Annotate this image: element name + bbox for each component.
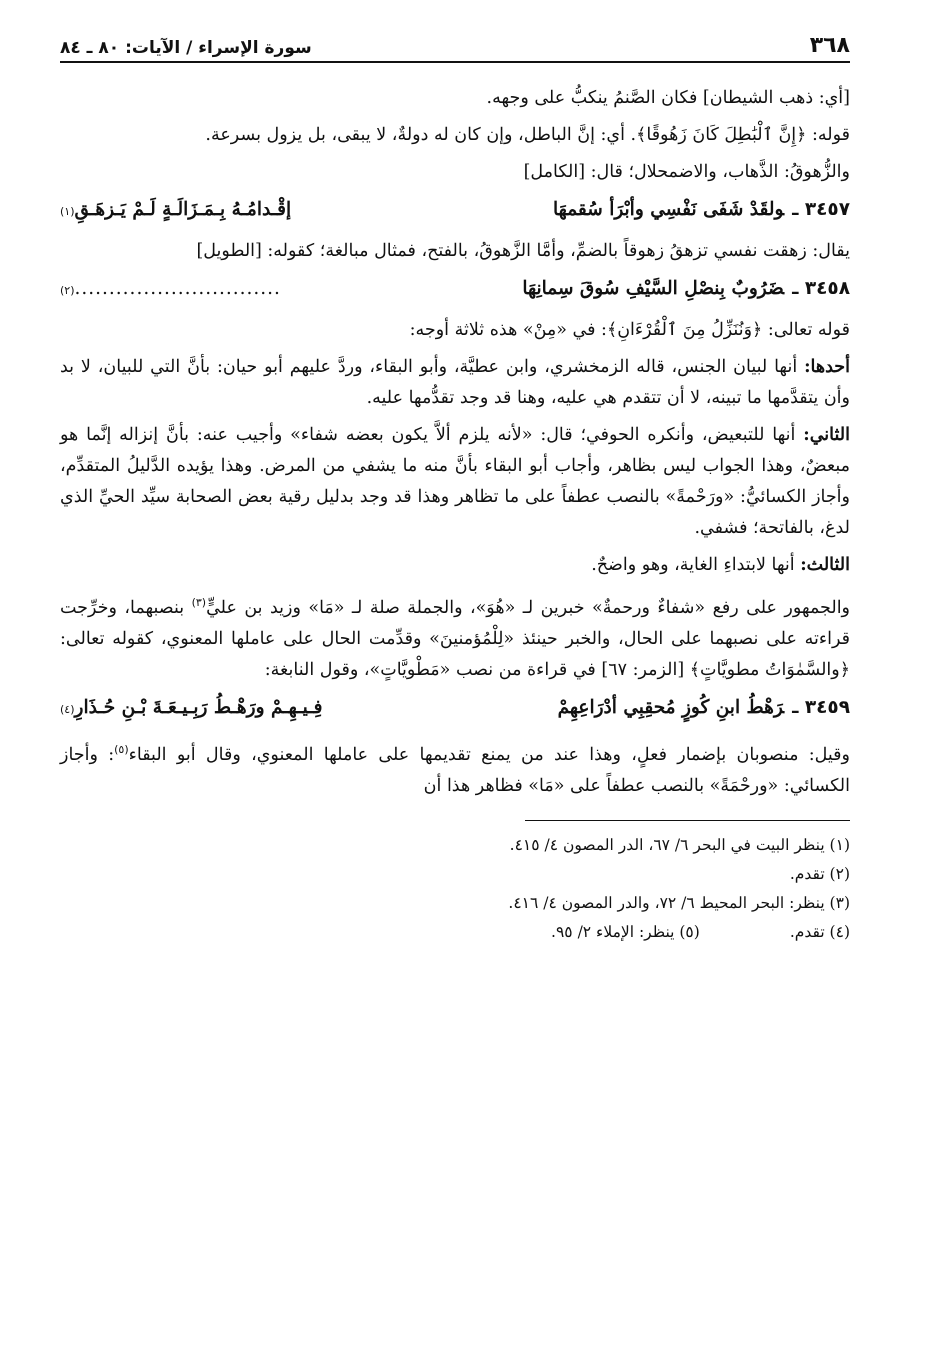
footnote: (١) ينظر البيت في البحر ٦/ ٦٧، الدر المصون ٤/ ٤١٥.: [509, 835, 850, 854]
paragraph-lead: الثاني:: [803, 425, 850, 445]
footnote: (٢) تقدم.: [789, 864, 850, 883]
page: [60, 28, 850, 947]
paragraph: والزُّهوقُ: الذَّهاب، والاضمحلال؛ قال: [الكامل]: [523, 162, 850, 182]
paragraph-text: : وأجاز الكسائي: «ورحْمَةً» بالنصب عطفاً على «مَا» فظاهر هذا أن: [60, 744, 850, 796]
paragraph-text: وقيل: منصوبان بإضمار فعلٍ، وهذا عند من يمنع تقديمها على عاملها المعنوي، وقال أبو البقاء: [128, 744, 851, 765]
page-number: ٣٦٨: [809, 33, 850, 58]
verse-hemistich: ولقَدْ شَفَى نَفْسِي وأبْرَأ سُقمهَا: [553, 199, 785, 220]
paragraph: قوله تعالى: ﴿وَنُنَزِّلُ مِنَ ٱلْقُرْءَانِ﴾: في «مِنْ» هذه ثلاثة أوجه:: [409, 320, 850, 340]
paragraph: [أي: ذهب الشيطان] فكان الصَّنمُ ينكبُّ على وجهه.: [486, 88, 850, 108]
poetry-verse: [60, 692, 850, 726]
paragraph-text: بنصبهما، وخرِّجت قراءته على نصبهما على الحال، والخبر حينئذ «لِلْمُؤمنينَ» وقدِّمت الحال على عاملها المعنوي، كقوله تعالى: ﴿والسَّمٰوَاتُ مطويَّاتٍ﴾ [الزمر: ٦٧] في قراءة من نصب «مَطْويَّاتٍ»، وقول النابغة:: [60, 597, 850, 680]
verse-hemistich: فِـيـهِـمْ ورَهْـطُ رَبِـيـعَـةَ بْـنِ حُـذَارِ: [74, 696, 323, 718]
footnote: (٣) ينظر: البحر المحيط ٦/ ٧٢، والدر المصون ٤/ ٤١٦.: [508, 893, 850, 912]
footnote-mark[interactable]: (٤): [60, 702, 75, 716]
verse-number: ٣٤٥٩ ـ: [792, 696, 850, 718]
paragraph: [60, 352, 850, 414]
paragraph: [60, 587, 850, 686]
paragraph: قوله: ﴿إِنَّ ٱلْبَٰطِلَ كَانَ زَهُوقًا﴾. أي: إنَّ الباطل، وإن كان له دولةٌ، لا يبقى، بل يزول بسرعة.: [205, 125, 850, 145]
paragraph: [60, 734, 850, 802]
verse-hemistich: ضَرُوبٌ بِنصْلِ السَّيْفِ سُوقَ سِمانِهَا: [522, 278, 785, 299]
footnotes: [60, 831, 850, 947]
paragraph-text: أنها لبيان الجنس، قاله الزمخشري، وابن عطيَّة، وأبو البقاء، وردَّ عليهم أبو حيان: بأنَّ التي للبيان، لا بد وأن يتقدَّمها ما تبينه، لا أن تتقدم هي عليه، وهنا قد وجد تقدُّمها عليه.: [60, 357, 850, 408]
footnote: (٥) ينظر: الإملاء ٢/ ٩٥.: [551, 922, 700, 941]
paragraph: [60, 550, 850, 581]
footnote-mark[interactable]: (١): [60, 205, 75, 218]
paragraph-lead: أحدها:: [804, 357, 850, 377]
verse-number: ٣٤٥٧ ـ: [792, 199, 850, 220]
paragraph: [60, 420, 850, 544]
footnote: (٤) تقدم.: [789, 922, 850, 941]
verse-hemistich: رَهْطُ ابنِ كُوزٍ مُحقِبِي أدْرَاعِهِمْ: [557, 696, 785, 718]
poetry-verse: [60, 194, 850, 228]
footnote-mark[interactable]: (٥): [114, 742, 129, 756]
verse-number: ٣٤٥٨ ـ: [792, 278, 850, 299]
paragraph-text: أنها لابتداءِ الغاية، وهو واضحٌ.: [591, 555, 795, 575]
page-header: [60, 28, 850, 63]
poetry-verse: [60, 273, 850, 307]
footnote-mark[interactable]: (٣): [191, 596, 207, 609]
paragraph-text: والجمهور على رفع «شفاءٌ ورحمةٌ» خبرين لـ «هُوَ»، والجملة صلة لـ «مَا» وزيد بن عليٍّ: [206, 597, 851, 618]
footnote-mark[interactable]: (٢): [60, 284, 75, 297]
verse-hemistich: إقْـدامُـهُ بِـمَـزَالَـةٍ لَـمْ يَـزهَـقِ: [74, 199, 292, 220]
paragraph-lead: الثالث:: [800, 555, 850, 575]
paragraph: يقال: زهقت نفسي تزهقُ زهوقاً بالضمِّ، وأمَّا الزَّهوقُ، بالفتح، فمثال مبالغة؛ كقوله: [الطويل]: [196, 241, 850, 261]
footnote-separator: [525, 820, 850, 821]
verse-ellipsis: ..............................: [74, 278, 281, 299]
footnote-row: [60, 918, 850, 947]
paragraph-text: أنها للتبعيض، وأنكره الحوفي؛ قال: «لأنه يلزم ألاَّ يكون بعضه شفاء» وأجيب عنه: بأنَّ إنزاله إنَّما هو مبعضٌ، وهذا الجواب ليس بظاهر، وأجاب أبو البقاء بأنَّ منه ما يشفي من المرض. وهذا يؤيده الدَّليلُ المتقدِّم، وأجاز الكسائيُّ: «ورَحْمةً» بالنصب عطفاً على ما تظاهر وهذا قد وجد بدليل رقية بعض الصحابة سيِّد الحيِّ الذي لدغ، بالفاتحة؛ فشفي.: [60, 425, 850, 538]
main-text: [60, 83, 850, 802]
running-title: سورة الإسراء / الآيات: ٨٠ ـ ٨٤: [60, 38, 312, 58]
